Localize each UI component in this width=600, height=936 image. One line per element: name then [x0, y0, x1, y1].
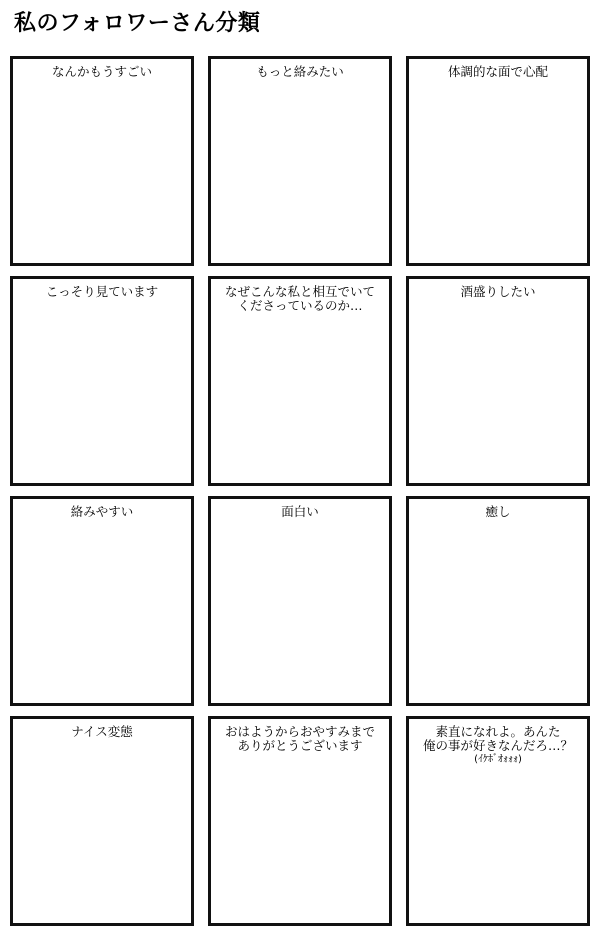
category-label: 体調的な面で心配 [447, 64, 548, 79]
category-label: 素直になれよ。あんた 俺の事が好きなんだろ…？ [422, 724, 573, 753]
category-box [10, 496, 194, 706]
category-label: なんかもうすごい [51, 64, 152, 79]
category-label: なぜこんな私と相互でいて くださっているのか… [224, 284, 375, 313]
category-note: (ｲｹﾎﾞｵｫｫｫ) [474, 754, 522, 765]
category-label: おはようからおやすみまで ありがとうございます [224, 724, 375, 753]
category-label: 癒し [485, 504, 511, 519]
category-box [406, 716, 590, 926]
category-box [10, 716, 194, 926]
category-box [10, 56, 194, 266]
category-box [208, 56, 392, 266]
category-box [10, 276, 194, 486]
category-label: ナイス変態 [71, 724, 133, 739]
category-label: 酒盛りしたい [460, 284, 536, 299]
category-box [406, 276, 590, 486]
category-box [208, 276, 392, 486]
category-box [406, 56, 590, 266]
category-box [208, 496, 392, 706]
category-box [208, 716, 392, 926]
category-box [406, 496, 590, 706]
category-label: 絡みやすい [70, 504, 134, 519]
category-label: 面白い [281, 504, 319, 519]
category-label: もっと絡みたい [256, 64, 344, 79]
page-title: 私のフォロワーさん分類 [14, 11, 261, 36]
classification-grid [10, 56, 590, 926]
category-label: こっそり見ています [45, 284, 159, 299]
